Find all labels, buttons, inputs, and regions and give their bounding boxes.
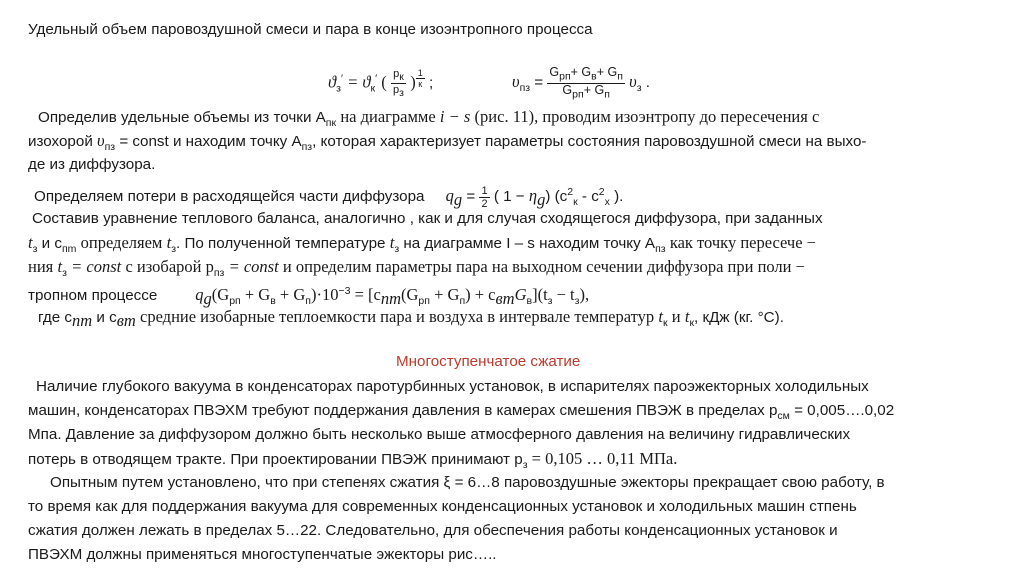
paragraph2-line3: де из диффузора. xyxy=(28,156,156,173)
flow-ratio: $\frac{G_{рп}+ G_в+ G_п}{G_{рп}+ G_п}$ xyxy=(549,65,623,100)
heat-balance-equation: q xyxy=(195,285,204,305)
paragraph4-line2: $t_з$ и $c_{пm}$ определяем $t_з$. По полученной температуре $t_з$ на диаграмме I – s находим точку $А_{пз}$ как точку пересече − xyxy=(28,233,816,256)
formula-volume-ratio: $\upsilon_{пз}$ = $\frac{G_{рп}+ G_в+ G_п}{G_{рп}+ G_п}$ $\upsilon_з$ . xyxy=(512,65,651,100)
paragraph6-line2: то время как для поддержания вакуума для современных конденсационных установок и холодильных машин стпень xyxy=(28,498,857,515)
paragraph4-line4: тропном процессе $q_g(G_{рп} + G_в + G_п)\cdot 10^{-3} = [c_{пm}(G_{рп} + G_п) + c_{вm}G_в](t_з - t_з)$, xyxy=(28,285,590,309)
paragraph4-line3: ния $t_з$ = const с изобарой $р_{пз}$ = const и определим параметры пара на выходном сечении диффузора при поли − xyxy=(28,257,805,280)
paragraph6-line1: Опытным путем установлено, что при степенях сжатия ξ = 6…8 паровоздушные эжекторы прекращает свою работу, в xyxy=(50,474,885,491)
formula-specific-volume: $ϑ_з' = ϑ_к'$ ( $\frac{p_к}{p_з}$ ) $^{\frac{1}{к}}$ ; xyxy=(328,68,434,100)
intro-text: Удельный объем паровоздушной смеси и пара в конце изоэнтропного процесса xyxy=(28,21,593,38)
paragraph2-line2: изохорой $\upsilon_{пз}$ = const и находим точку $А_{пз}$, которая характеризует параметры состояния паровоздушной смеси на выхо- xyxy=(28,131,867,154)
paragraph5-line3: Мпа. Давление за диффузором должно быть несколько выше атмосферного давления на величину гидравлических xyxy=(28,426,851,443)
paragraph5-line1: Наличие глубокого вакуума в конденсаторах паротурбинных установок, в испарителях пароэжекторных холодильных xyxy=(36,378,869,395)
formula-theta-lhs: ϑ xyxy=(328,72,337,92)
paragraph6-line4: ПВЭХМ должны применяться многоступенчатые эжекторы рис….. xyxy=(28,546,497,563)
formula-theta-rhs: = ϑ xyxy=(347,72,371,92)
paragraph6-line3: сжатия должен лежать в пределах 5…22. Следовательно, для обеспечения работы конденсационных установок и xyxy=(28,522,838,539)
section-heading: Многоступенчатое сжатие xyxy=(396,353,581,370)
exponent-fraction: 1 к xyxy=(417,68,423,90)
half-fraction: $\frac{1}{2}$ xyxy=(481,184,488,210)
paragraph5-line2: машин, конденсаторах ПВЭХМ требуют поддержания давления в камерах смешения ПВЭЖ в пределах $р_{см}$ = 0,005….0,02 xyxy=(28,402,895,423)
paragraph2-line1: Определив удельные объемы из точки $А_{пк}$ на диаграмме i − s (рис. 11), проводим изоэнтропу до пересечения с xyxy=(38,107,820,130)
paragraph4-line1: Составив уравнение теплового баланса, аналогично , как и для случая сходящегося диффузора, при заданных xyxy=(32,210,823,227)
paragraph4-line5: где $c_{пm}$ и $c_{вm}$ средние изобарные теплоемкости пара и воздуха в интервале температур $t_к$ и $t_к$, кДж (кг. °С). xyxy=(38,307,784,331)
pressure-ratio: $\frac{p_к}{p_з}$ xyxy=(393,68,404,100)
formula-upsilon-lhs: υ xyxy=(512,72,520,92)
intro-line xyxy=(28,20,593,40)
paragraph3-line: Определяем потери в расходящейся части диффузора $q_g$ = $\frac{1}{2}$ ( $1 - \eta_g$) ($c^2_к - c^2_х$ ). xyxy=(34,184,624,210)
paragraph5-line4: потерь в отводящем тракте. При проектировании ПВЭЖ принимают $р_з = 0,105$ … 0,11 МПа. xyxy=(28,449,678,472)
